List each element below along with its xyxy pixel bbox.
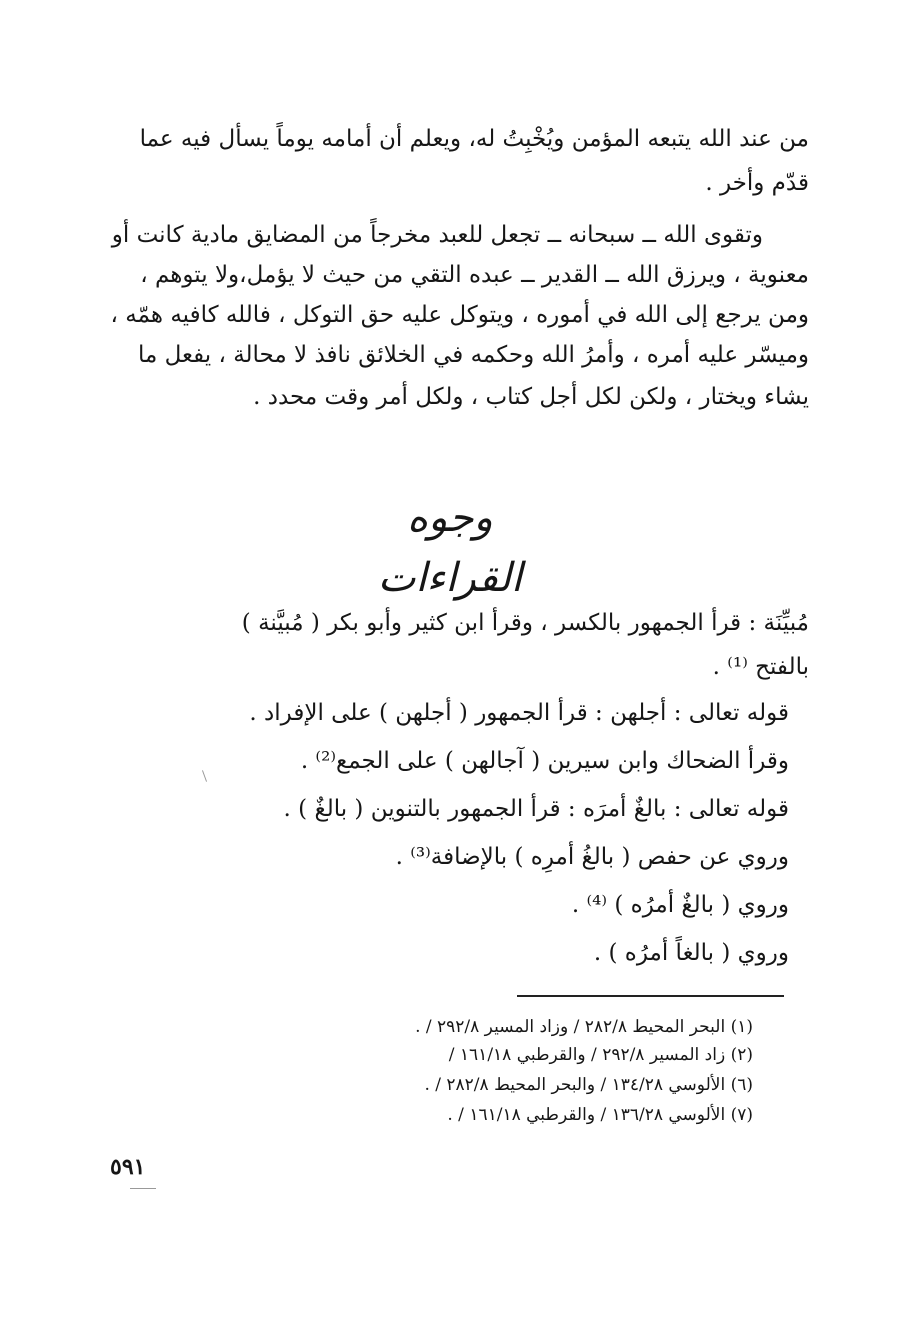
reading-line-1: مُبيِّنَة : قرأ الجمهور بالكسر ، وقرأ ابن كثير وأبو بكر ( مُبيَّنة ) <box>241 610 809 636</box>
footnote-3: (٦) الألوسي ١٣٤/٢٨ / والبحر المحيط ٢٨٢/٨ / . <box>424 1075 753 1095</box>
scan-artifact <box>130 1188 156 1189</box>
footnote-4: (٧) الألوسي ١٣٦/٢٨ / والقرطبي ١٦١/١٨ / . <box>447 1105 753 1125</box>
page-number: ٥٩١ <box>110 1154 146 1180</box>
reading-line-2: بالفتح ⁽¹⁾ . <box>712 654 809 680</box>
reading-line-8: وروي ( بالغاً أمرُه ) . <box>593 940 789 966</box>
footnote-separator <box>517 995 784 997</box>
paragraph-line-6: وميسّر عليه أمره ، وأمرُ الله وحكمه في الخلائق نافذ لا محالة ، يفعل ما <box>137 342 809 368</box>
paragraph-line-2: قدّم وأخر . <box>705 170 809 196</box>
paragraph-line-7: يشاء ويختار ، ولكن لكل أجل كتاب ، ولكل أمر وقت محدد . <box>253 384 809 410</box>
reading-line-5: قوله تعالى : بالغٌ أمرَه : قرأ الجمهور بالتنوين ( بالغٌ ) . <box>283 796 789 822</box>
paragraph-line-1: من عند الله يتبعه المؤمن ويُخْبِتُ له، ويعلم أن أمامه يوماً يسأل فيه عما <box>139 126 809 152</box>
reading-line-3: قوله تعالى : أجلهن : قرأ الجمهور ( أجلهن ) على الإفراد . <box>249 700 789 726</box>
paragraph-line-3: وتقوى الله ــ سبحانه ــ تجعل للعبد مخرجاً من المضايق مادية كانت أو <box>111 222 763 248</box>
reading-line-7: وروي ( بالغٌ أمرُه ) ⁽⁴⁾ . <box>571 892 789 918</box>
paragraph-line-5: ومن يرجع إلى الله في أموره ، ويتوكل عليه حق التوكل ، فالله كافيه همّه ، <box>110 302 809 328</box>
section-title: وجوه القراءات <box>377 495 523 601</box>
paragraph-line-4: معنوية ، ويرزق الله ــ القدير ــ عبده التقي من حيث لا يؤمل،ولا يتوهم ، <box>140 262 809 288</box>
reading-line-4: وقرأ الضحاك وابن سيرين ( آجالهن ) على الجمع⁽²⁾ . <box>300 748 789 774</box>
footnote-1: (١) البحر المحيط ٢٨٢/٨ / وزاد المسير ٢٩٢/٨ / . <box>415 1017 753 1037</box>
reading-line-6: وروي عن حفص ( بالغُ أمرِه ) بالإضافة⁽³⁾ . <box>395 844 789 870</box>
footnote-2: (٢) زاد المسير ٢٩٢/٨ / والقرطبي ١٦١/١٨ / <box>448 1045 753 1065</box>
